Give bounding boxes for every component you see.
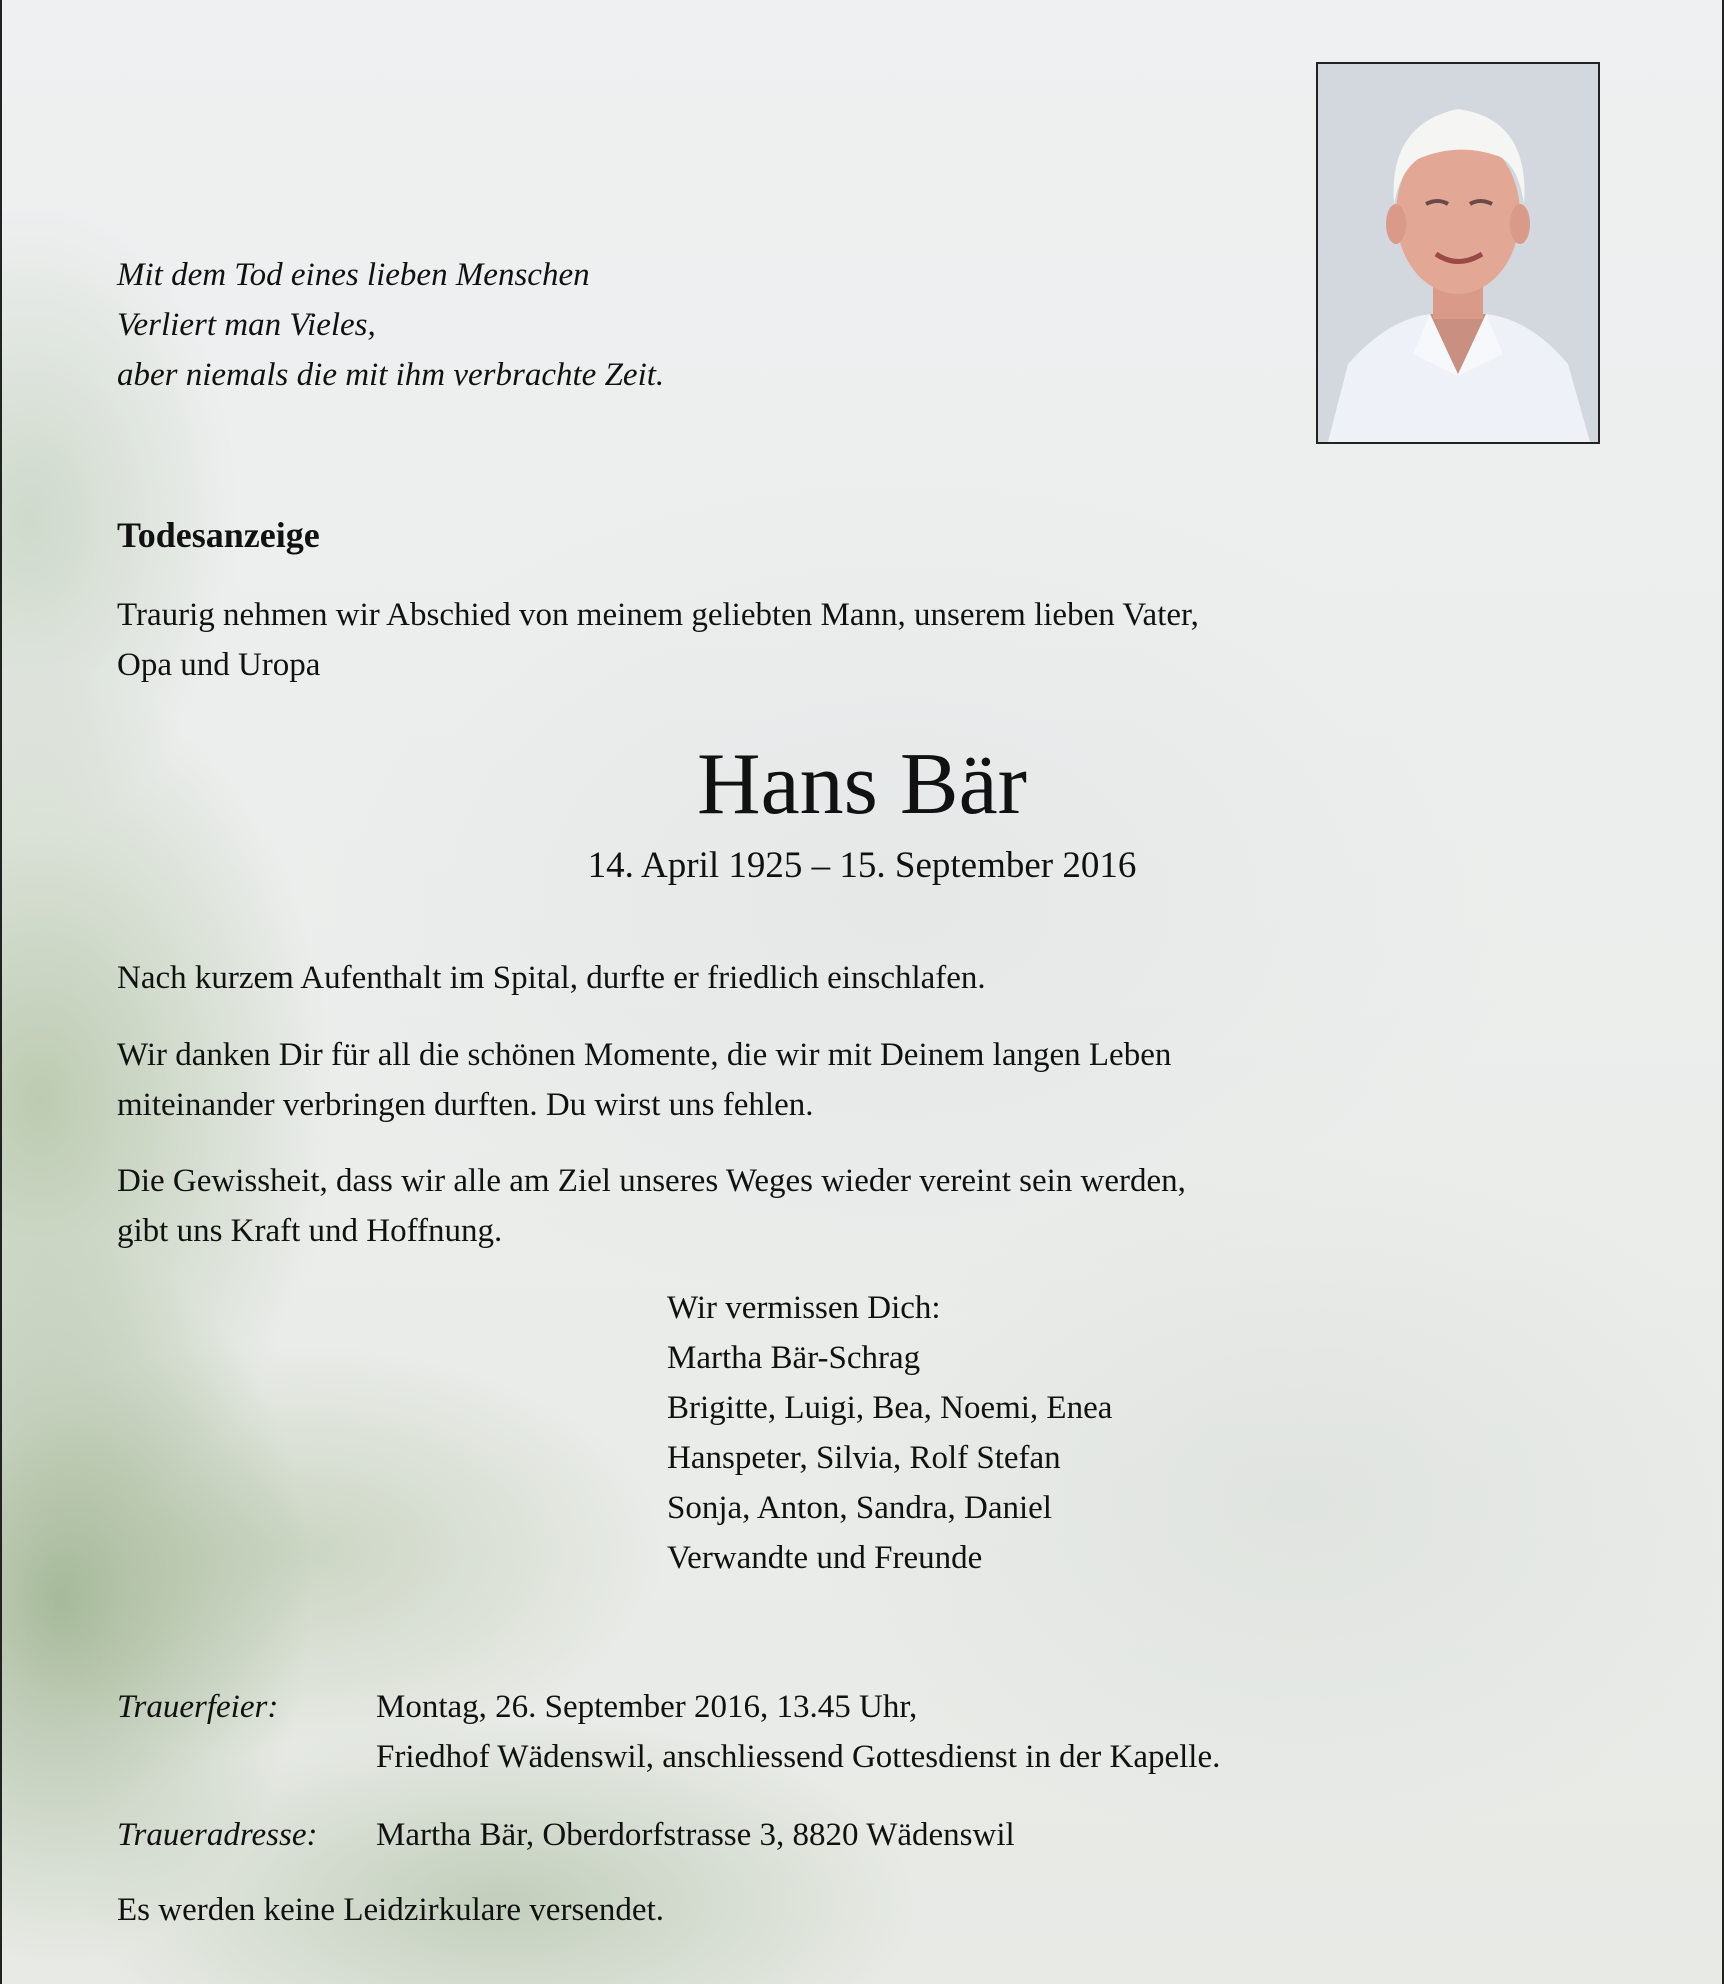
- left-frame-line: [0, 0, 2, 1984]
- address-label: Traueradresse:: [117, 1817, 318, 1853]
- quote-line: Verliert man Vieles,: [117, 307, 376, 343]
- mourners-line: Brigitte, Luigi, Bea, Noemi, Enea: [667, 1390, 1113, 1426]
- quote-line: Mit dem Tod eines lieben Menschen: [117, 257, 590, 293]
- mourning-address: [376, 1810, 1015, 1860]
- mourners-line: Hanspeter, Silvia, Rolf Stefan: [667, 1440, 1061, 1476]
- paragraph-line: gibt uns Kraft und Hoffnung.: [117, 1213, 503, 1249]
- deceased-name: Hans Bär: [697, 736, 1027, 833]
- funeral-details: [376, 1682, 1220, 1782]
- intro-line: Opa und Uropa: [117, 647, 321, 683]
- memorial-quote: [117, 250, 664, 400]
- mourners-line: Sonja, Anton, Sandra, Daniel: [667, 1490, 1052, 1526]
- address-value: Martha Bär, Oberdorfstrasse 3, 8820 Wädenswil: [376, 1817, 1015, 1853]
- closing-note: [117, 1885, 664, 1935]
- paragraph-hospital: [117, 953, 986, 1003]
- intro-paragraph: [117, 590, 1199, 690]
- paragraph-line: Wir danken Dir für all die schönen Momente, die wir mit Deinem langen Leben: [117, 1037, 1172, 1073]
- mourners-line: Verwandte und Freunde: [667, 1540, 983, 1576]
- mourners-line: Wir vermissen Dich:: [667, 1290, 941, 1326]
- life-dates: 14. April 1925 – 15. September 2016: [587, 845, 1137, 886]
- funeral-line: Friedhof Wädenswil, anschliessend Gottesdienst in der Kapelle.: [376, 1739, 1221, 1775]
- closing-line: Es werden keine Leidzirkulare versendet.: [117, 1892, 664, 1928]
- funeral-line: Montag, 26. September 2016, 13.45 Uhr,: [376, 1689, 918, 1725]
- mourners-line: Martha Bär-Schrag: [667, 1340, 921, 1376]
- paragraph-hope: [117, 1156, 1186, 1256]
- portrait-illustration: [1318, 64, 1598, 442]
- paragraph-thanks: [117, 1030, 1171, 1130]
- paragraph-line: Die Gewissheit, dass wir alle am Ziel unseres Weges wieder vereint sein werden,: [117, 1163, 1186, 1199]
- paragraph-line: Nach kurzem Aufenthalt im Spital, durfte er friedlich einschlafen.: [117, 960, 986, 996]
- intro-line: Traurig nehmen wir Abschied von meinem geliebten Mann, unserem lieben Vater,: [117, 597, 1199, 633]
- notice-heading: Todesanzeige: [117, 515, 320, 555]
- quote-line: aber niemals die mit ihm verbrachte Zeit.: [117, 357, 665, 393]
- portrait-photo: [1316, 62, 1600, 444]
- paragraph-line: miteinander verbringen durften. Du wirst uns fehlen.: [117, 1087, 814, 1123]
- funeral-label: Trauerfeier:: [117, 1689, 279, 1725]
- mourners-list: [667, 1283, 1112, 1583]
